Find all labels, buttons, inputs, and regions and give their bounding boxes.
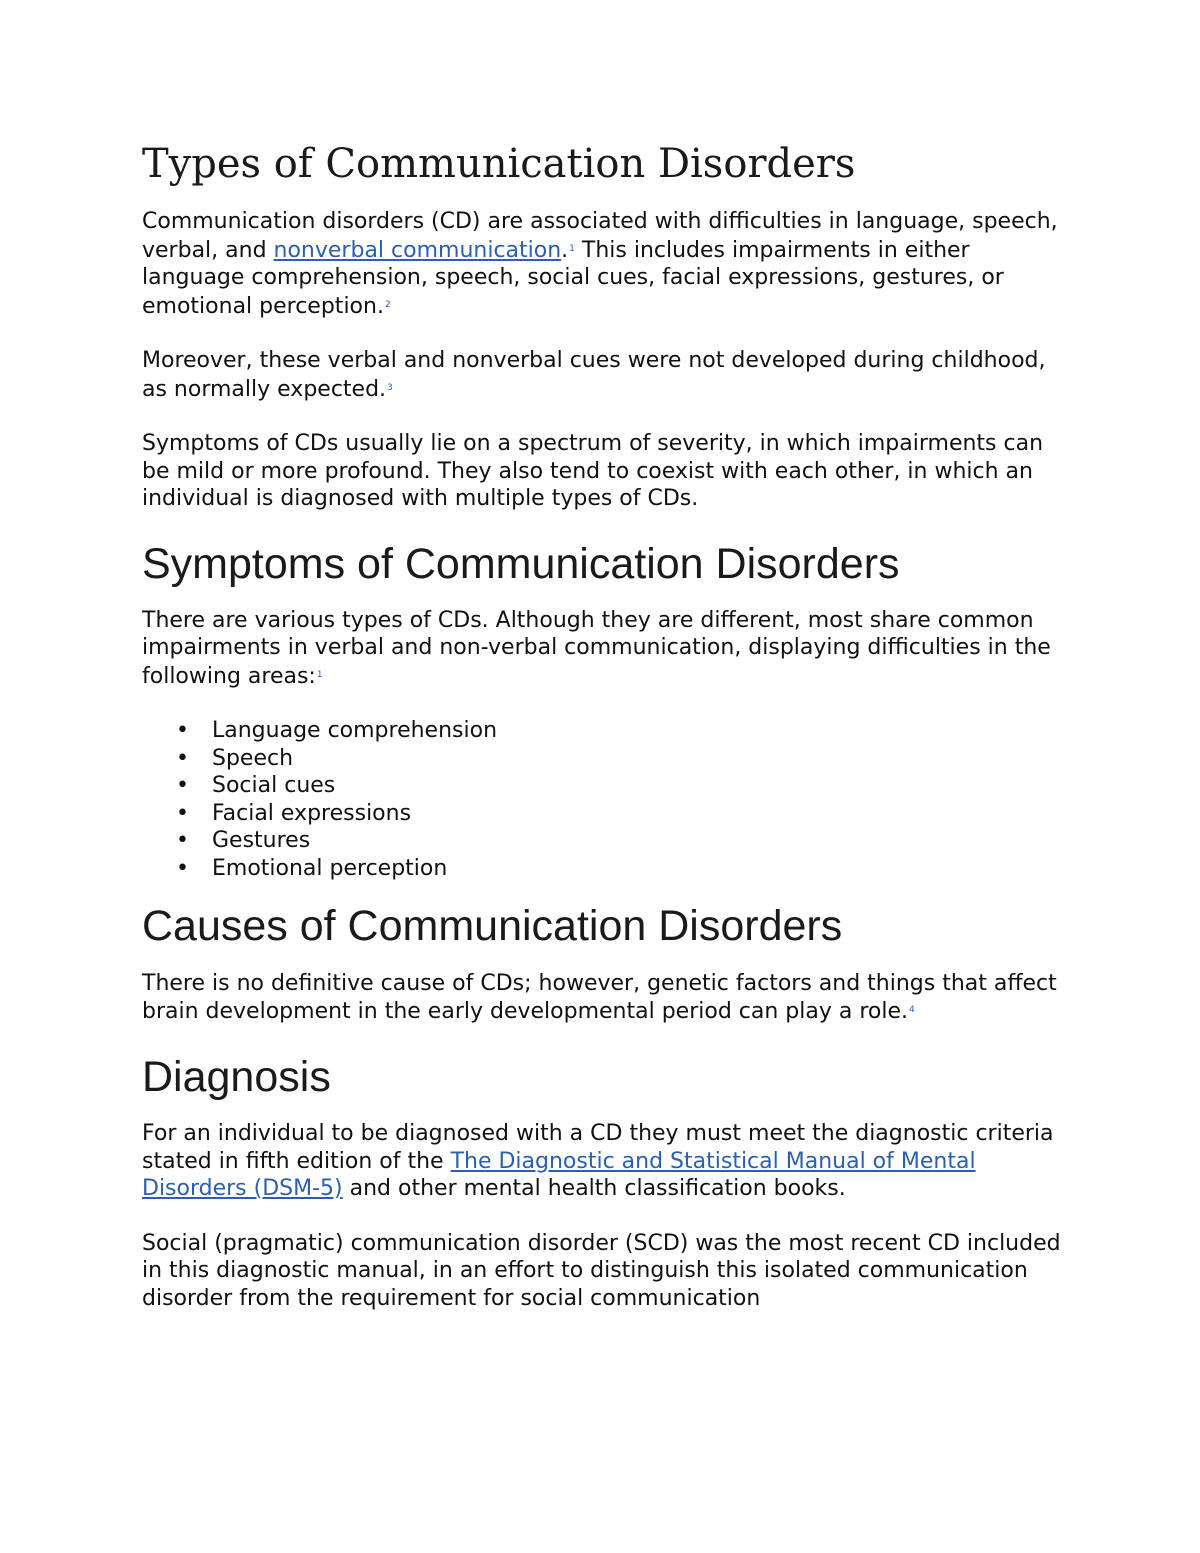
footnote-ref[interactable]: 1 <box>316 669 323 680</box>
heading-types: Types of Communication Disorders <box>142 141 856 187</box>
list-item: • Speech <box>212 745 1067 773</box>
text-span: Communication disorders (CD) are associated with difficulties in language, speech, verbal, and <box>142 209 1058 263</box>
symptoms-list <box>142 717 1067 882</box>
text-span: Moreover, these verbal and nonverbal cues were not developed during childhood, as normally expected. <box>142 348 1046 402</box>
text-span: For an individual to be diagnosed with a CD they must meet the diagnostic criteria stated in fifth edition of the <box>142 1121 1054 1174</box>
text-span: This includes impairments in either language comprehension, speech, social cues, facial expressions, gestures, or emotional perception. <box>142 237 1004 319</box>
paragraph-diagnosis-criteria <box>142 1120 1067 1203</box>
footnote-ref[interactable]: 2 <box>384 299 391 310</box>
paragraph-types-spectrum: Symptoms of CDs usually lie on a spectrum of severity, in which impairments can be mild or more profound. They also tend to coexist with each other, in which an individual is diagnosed with multiple types of CDs. <box>142 431 1044 511</box>
paragraph-causes <box>142 970 1067 1026</box>
list-item: • Emotional perception <box>212 855 1067 883</box>
paragraph-diagnosis-scd: Social (pragmatic) communication disorder (SCD) was the most recent CD included in this diagnostic manual, in an effort to distinguish this isolated communication disorder from the requirement for social communication <box>142 1230 1061 1311</box>
paragraph-types-intro <box>142 208 1067 320</box>
heading-diagnosis: Diagnosis <box>142 1052 331 1101</box>
link-nonverbal-communication[interactable]: nonverbal communication <box>273 237 562 263</box>
list-item: • Language comprehension <box>212 717 1067 745</box>
document-page <box>142 140 1067 1339</box>
paragraph-symptoms-intro <box>142 607 1067 691</box>
list-item: • Gestures <box>212 827 1067 855</box>
text-span: There is no definitive cause of CDs; however, genetic factors and things that affect brain development in the early developmental period can play a role. <box>142 970 1057 1025</box>
heading-symptoms: Symptoms of Communication Disorders <box>142 539 900 588</box>
link-dsm5[interactable]: The Diagnostic and Statistical Manual of Mental Disorders (DSM-5) <box>142 1148 976 1202</box>
text-span: and other mental health classification books. <box>342 1176 846 1202</box>
list-item: • Social cues <box>212 772 1067 800</box>
footnote-ref[interactable]: 1 <box>569 243 575 254</box>
footnote-ref[interactable]: 3 <box>387 382 393 393</box>
heading-causes: Causes of Communication Disorders <box>142 902 843 951</box>
list-item: • Facial expressions <box>212 800 1067 828</box>
text-span: There are various types of CDs. Although they are different, most share common impairments in verbal and non-verbal communication, displaying difficulties in the following areas: <box>142 607 1051 689</box>
paragraph-types-development <box>142 347 1067 403</box>
footnote-ref[interactable]: 4 <box>909 1005 915 1016</box>
text-span: . <box>561 237 569 263</box>
